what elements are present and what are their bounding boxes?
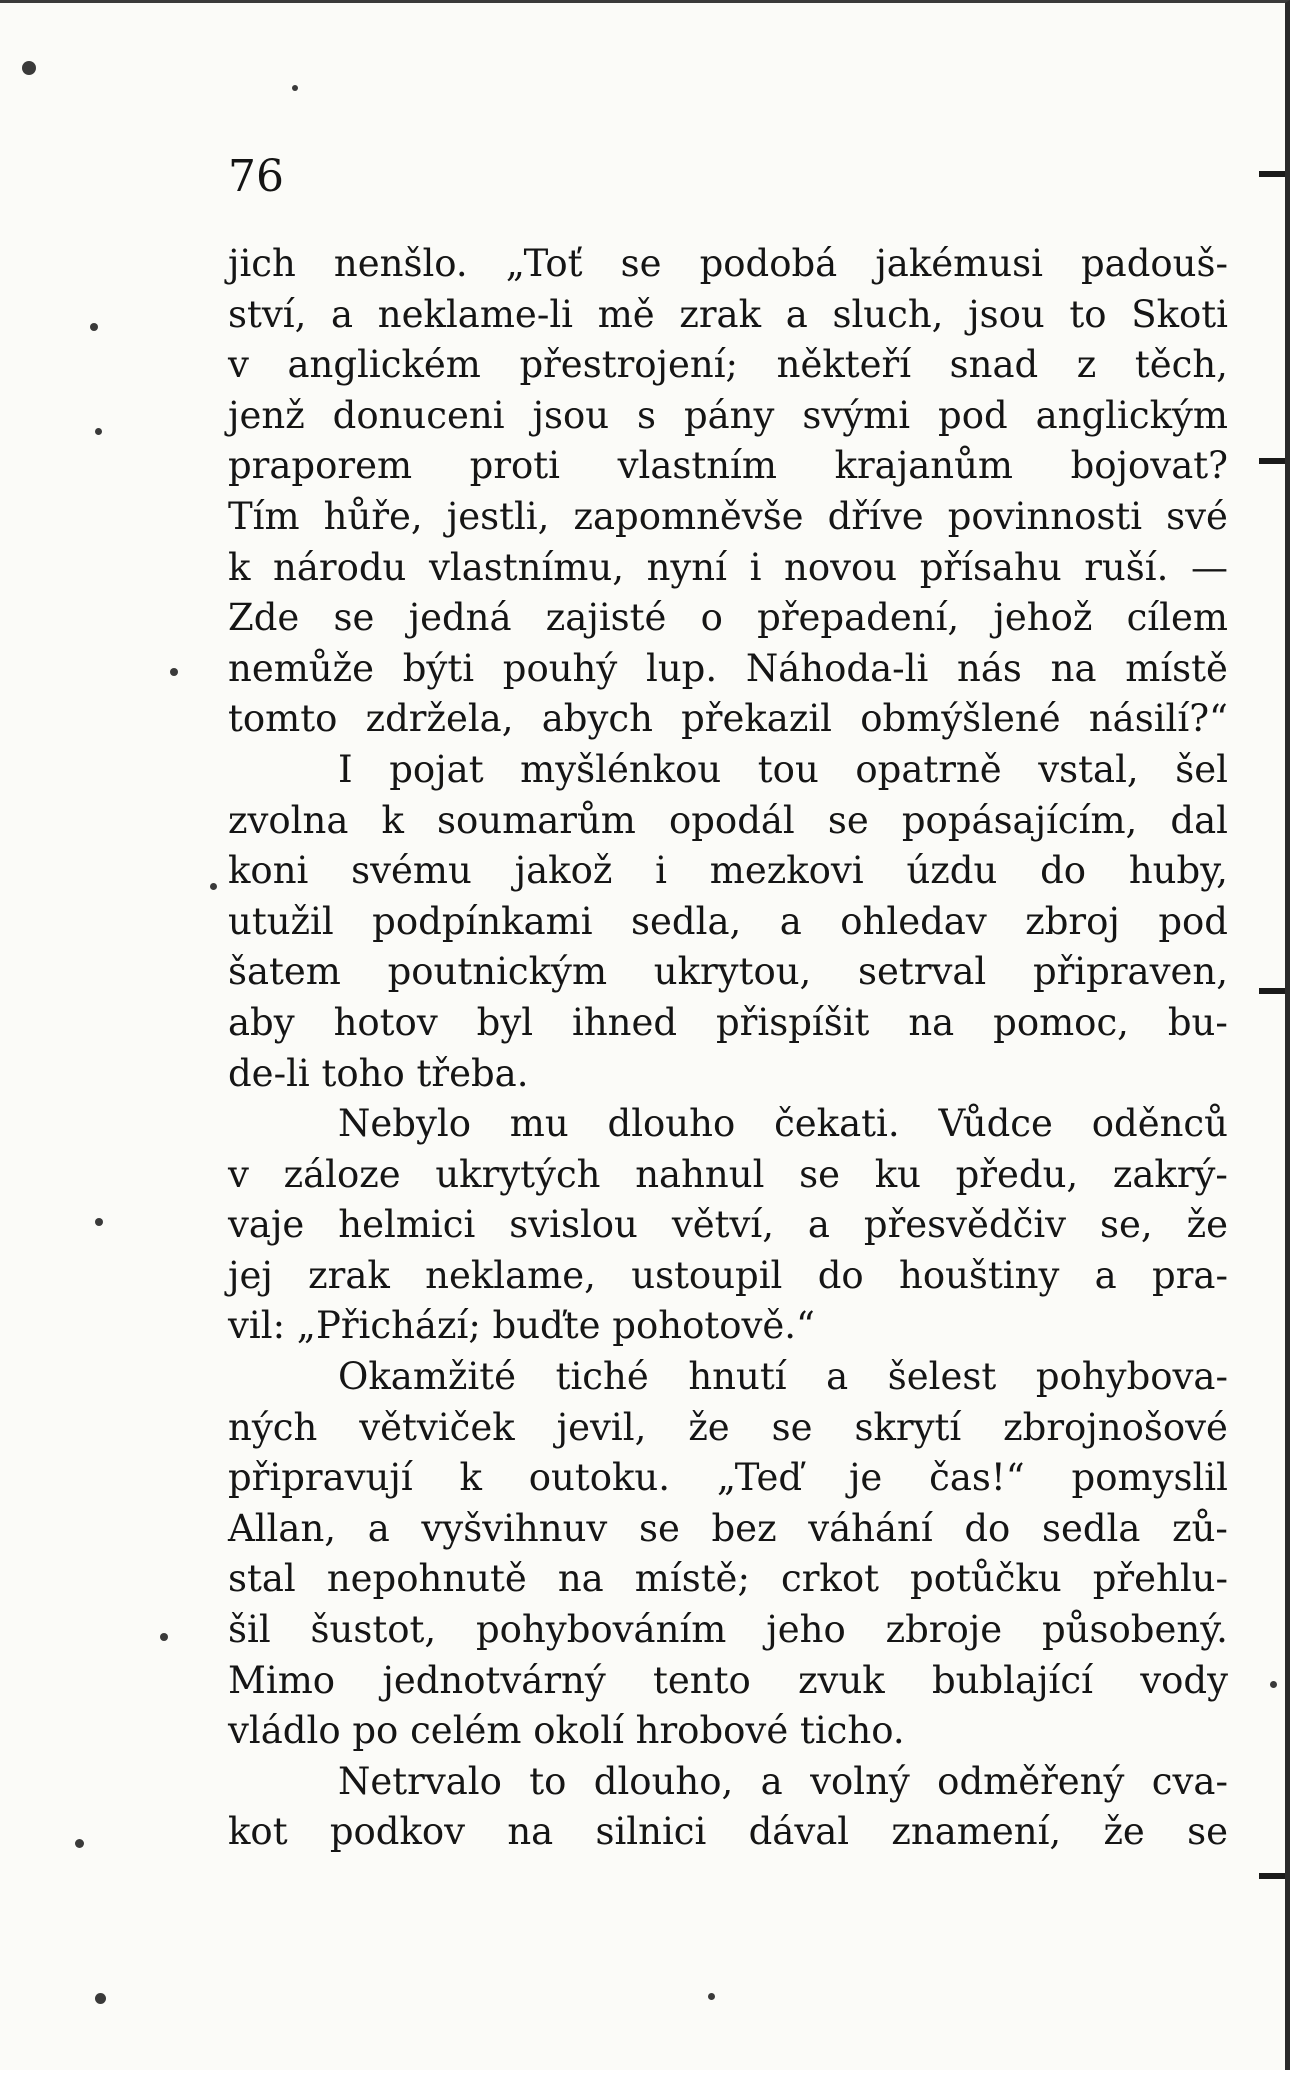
text-line: I pojat myšlénkou tou opatrně vstal, šel	[338, 747, 1228, 791]
text-line: Netrvalo to dlouho, a volný odměřený cva-	[338, 1759, 1228, 1803]
text-line: v anglickém přestrojení; někteří snad z těch,	[228, 343, 1228, 387]
ink-speck	[170, 668, 178, 676]
text-line: nemůže býti pouhý lup. Náhoda-li nás na místě	[228, 646, 1228, 690]
text-line: Allan, a vyšvihnuv se bez váhání do sedla zů-	[228, 1506, 1228, 1550]
text-line: šatem poutnickým ukrytou, setrval připraven,	[228, 950, 1228, 994]
ink-speck	[95, 1993, 106, 2004]
text-line: vládlo po celém okolí hrobové ticho.	[228, 1709, 905, 1753]
ink-speck	[75, 1839, 84, 1848]
text-line: tomto zdržela, abych překazil obmýšlené násilí?“	[228, 697, 1228, 741]
ink-speck	[292, 85, 298, 91]
text-line: koni svému jakož i mezkovi úzdu do huby,	[228, 849, 1228, 893]
text-line: Mimo jednotvárný tento zvuk bublající vody	[228, 1658, 1228, 1702]
text-line: jich nenšlo. „Toť se podobá jakémusi padouš-	[228, 242, 1228, 285]
ink-speck	[1270, 1681, 1277, 1688]
edge-mark	[1259, 988, 1285, 994]
text-line: ství, a neklame-li mě zrak a sluch, jsou to Skoti	[228, 292, 1228, 336]
text-line: k národu vlastnímu, nyní i novou přísahu ruší. —	[228, 545, 1228, 589]
text-line: praporem proti vlastním krajanům bojovat?	[228, 444, 1228, 488]
text-line: vil: „Přichází; buďte pohotově.“	[228, 1304, 815, 1348]
edge-mark	[1259, 1873, 1285, 1879]
text-line: Okamžité tiché hnutí a šelest pohybova-	[338, 1355, 1228, 1399]
ink-speck	[708, 1993, 715, 2000]
ink-speck	[95, 1218, 103, 1226]
text-line: jej zrak neklame, ustoupil do houštiny a pra-	[228, 1253, 1228, 1297]
edge-mark	[1259, 458, 1285, 464]
text-line: vaje helmici svislou větví, a přesvědčiv se, že	[228, 1203, 1228, 1247]
text-line: zvolna k soumarům opodál se popásajícím, dal	[228, 798, 1228, 842]
body-text	[228, 239, 1228, 1858]
text-line: ných větviček jevil, že se skrytí zbrojnošové	[228, 1405, 1228, 1449]
ink-speck	[95, 428, 102, 435]
text-line: de-li toho třeba.	[228, 1051, 529, 1095]
text-line: Nebylo mu dlouho čekati. Vůdce oděnců	[338, 1102, 1228, 1146]
ink-speck	[160, 1633, 168, 1641]
text-line: v záloze ukrytých nahnul se ku předu, zakrý-	[228, 1152, 1228, 1196]
edge-mark	[1259, 171, 1285, 177]
ink-speck	[210, 883, 217, 890]
text-line: šil šustot, pohybováním jeho zbroje působený.	[228, 1608, 1228, 1652]
ink-speck	[90, 323, 98, 331]
text-line: Zde se jedná zajisté o přepadení, jehož cílem	[228, 596, 1228, 640]
page-number: 76	[228, 151, 284, 202]
text-line: aby hotov byl ihned přispíšit na pomoc, bu-	[228, 1000, 1228, 1044]
text-line: Tím hůře, jestli, zapomněvše dříve povinnosti své	[228, 494, 1228, 538]
text-line: kot podkov na silnici dával znamení, že se	[228, 1810, 1228, 1854]
ink-speck	[22, 61, 36, 75]
text-line: připravují k outoku. „Teď je čas!“ pomyslil	[228, 1456, 1228, 1500]
text-line: utužil podpínkami sedla, a ohledav zbroj pod	[228, 899, 1228, 943]
text-line: jenž donuceni jsou s pány svými pod anglickým	[228, 393, 1228, 437]
text-line: stal nepohnutě na místě; crkot potůčku přehlu-	[228, 1557, 1228, 1601]
